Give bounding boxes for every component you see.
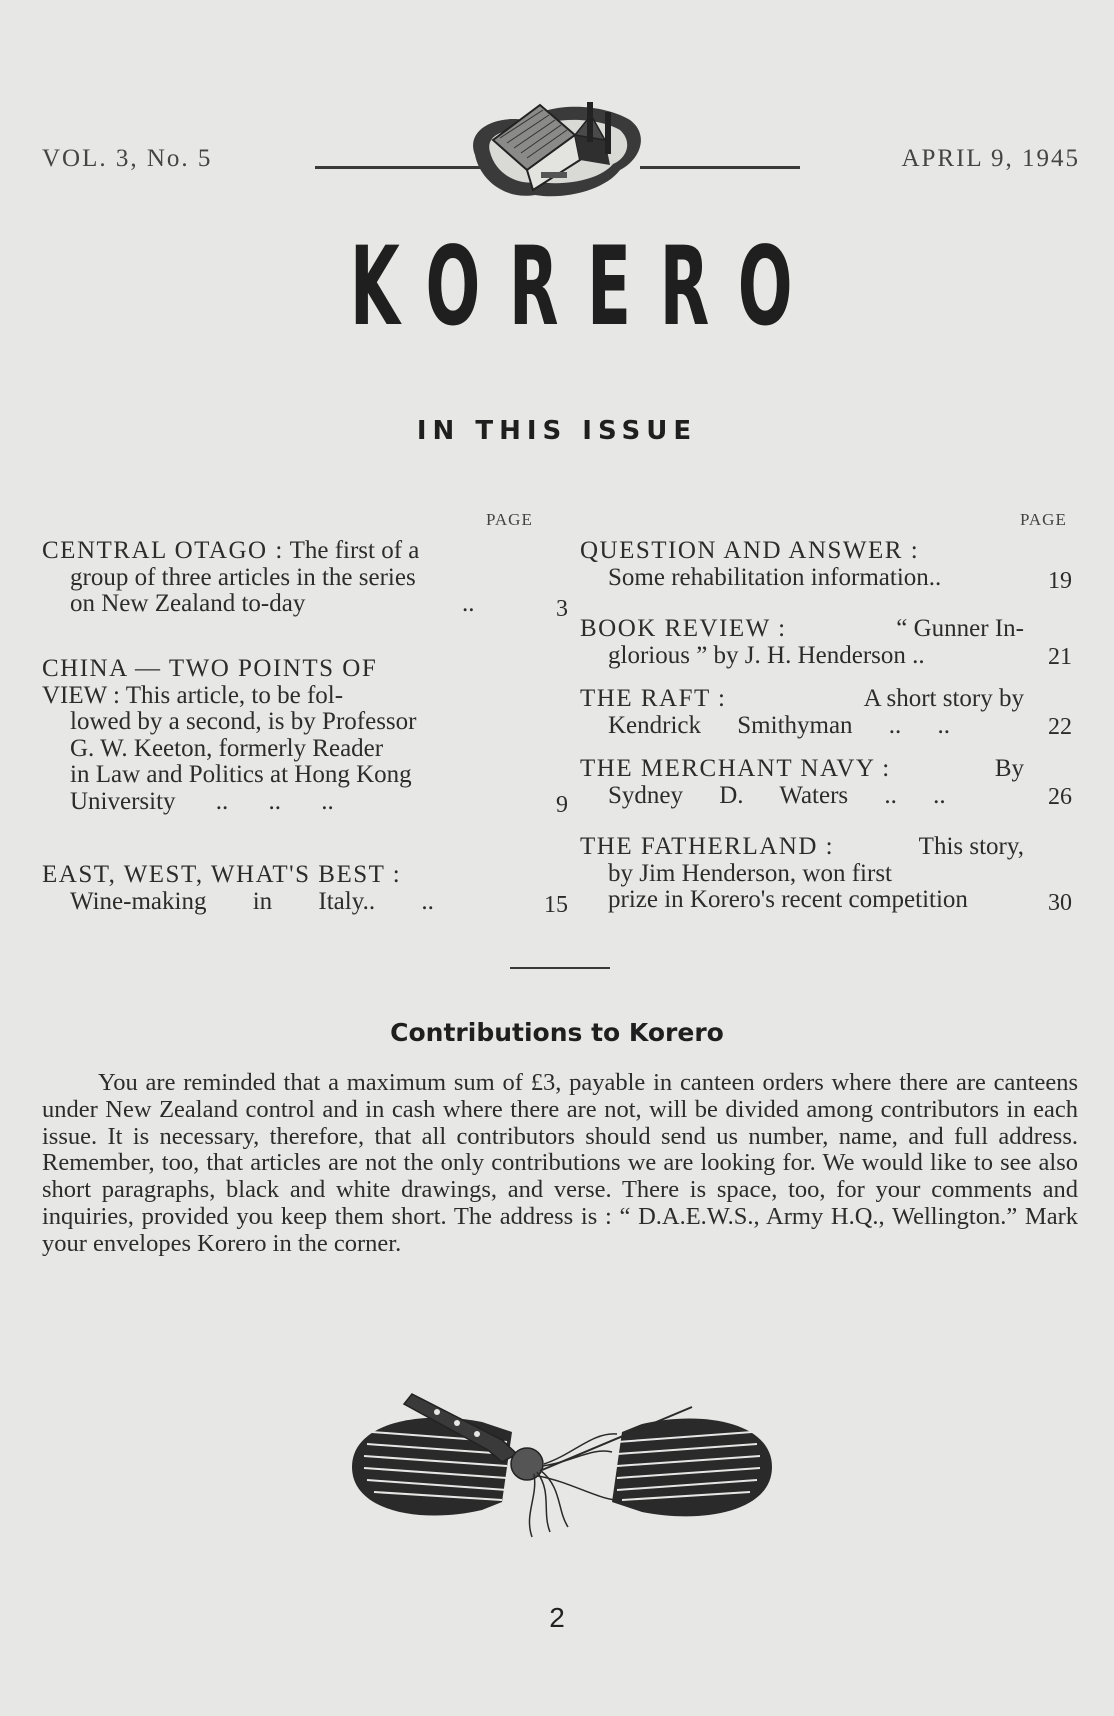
toc-entry-text: Wine-making in Italy.. ..	[70, 887, 434, 915]
toc-entry	[580, 685, 1072, 740]
toc-page-number: 19	[1048, 568, 1072, 594]
toc-page-number: 9	[556, 792, 568, 818]
toc-entry-title: QUESTION AND ANSWER :	[580, 537, 920, 564]
meeting-house-icon	[455, 60, 655, 220]
toc-entry-text: “ Gunner In-	[896, 615, 1024, 642]
toc-entry-title: EAST, WEST, WHAT'S BEST :	[42, 861, 402, 888]
issue-date: APRIL 9, 1945	[901, 145, 1080, 172]
toc-entry-text: Kendrick Smithyman .. ..	[608, 711, 951, 739]
page-number: 2	[549, 1602, 565, 1633]
toc-page-number: 30	[1048, 890, 1072, 916]
section-divider	[510, 967, 610, 969]
toc-page-number: 26	[1048, 784, 1072, 810]
toc-entry-text: Some rehabilitation information..	[608, 563, 942, 591]
toc-entry-text: This story,	[918, 833, 1024, 860]
toc-page-number: 22	[1048, 714, 1072, 740]
toc-entry-text: VIEW : This article, to be fol-	[42, 681, 344, 709]
toc-leader: ..	[462, 590, 475, 617]
toc-entry	[580, 615, 1072, 670]
toc-entry-title: CENTRAL OTAGO :	[42, 537, 284, 564]
toc-page-number: 21	[1048, 644, 1072, 670]
contributions-body: You are reminded that a maximum sum of £3, payable in canteen orders where there are canteens under New Zealand control and in cash where there are not, will be divided among contributors in each issue. It is necessary, therefore, that all contributors should send us number, name, and full address. Remember, too, that articles are not the only contributions we are looking for. We would like to see also short paragraphs, black and white drawings, and verse. There is space, too, for your comments and inquiries, provided you keep them short. The address is : “ D.A.E.W.S., Army H.Q., Wellington.” Mark your envelopes Korero in the corner.	[42, 1069, 1078, 1257]
toc-entry	[42, 861, 568, 918]
toc-entry-text: glorious ” by J. H. Henderson ..	[608, 641, 925, 669]
toc-entry-text: By	[994, 755, 1024, 782]
toc-page-number: 3	[556, 596, 568, 622]
toc-entry-title: CHINA — TWO POINTS OF	[42, 655, 378, 682]
toc-entry	[580, 755, 1072, 810]
toc-page-number: 15	[544, 892, 568, 918]
toc-entry-text: The first of a	[289, 537, 420, 564]
toc-entry	[42, 655, 568, 818]
volume-number: VOL. 3, No. 5	[42, 145, 213, 172]
toc-entry-title: THE RAFT :	[580, 685, 727, 712]
toc-entry-text: Sydney D. Waters .. ..	[608, 781, 946, 809]
toc-entry-text: G. W. Keeton, formerly Reader	[70, 734, 384, 762]
toc-entry-text: prize in Korero's recent competition	[608, 886, 968, 913]
toc-entry	[42, 537, 568, 622]
toc-entry-text: in Law and Politics at Hong Kong	[70, 761, 412, 788]
toc-entry-text: group of three articles in the series	[70, 563, 416, 591]
page-column-label-left: PAGE	[486, 510, 533, 529]
toc-entry-title: BOOK REVIEW :	[580, 615, 787, 642]
contributions-heading: Contributions to Korero	[390, 1018, 724, 1047]
toc-entry	[580, 537, 1072, 594]
masthead-rule-right	[640, 166, 800, 169]
toc-entry-text: lowed by a second, is by Professor	[70, 708, 417, 735]
toc-entry-text: University .. .. ..	[70, 787, 334, 815]
contents-heading: IN THIS ISSUE	[416, 416, 698, 446]
magazine-title: KORERO	[349, 222, 822, 351]
taiaha-feather-icon	[312, 1392, 812, 1542]
page-column-label-right: PAGE	[1020, 510, 1067, 529]
toc-entry-text: by Jim Henderson, won first	[608, 859, 892, 887]
toc-entry	[580, 833, 1072, 916]
toc-entry-title: THE FATHERLAND :	[580, 833, 835, 860]
toc-entry-text: on New Zealand to-day	[70, 590, 306, 617]
toc-entry-text: A short story by	[863, 685, 1024, 712]
toc-entry-title: THE MERCHANT NAVY :	[580, 755, 891, 782]
